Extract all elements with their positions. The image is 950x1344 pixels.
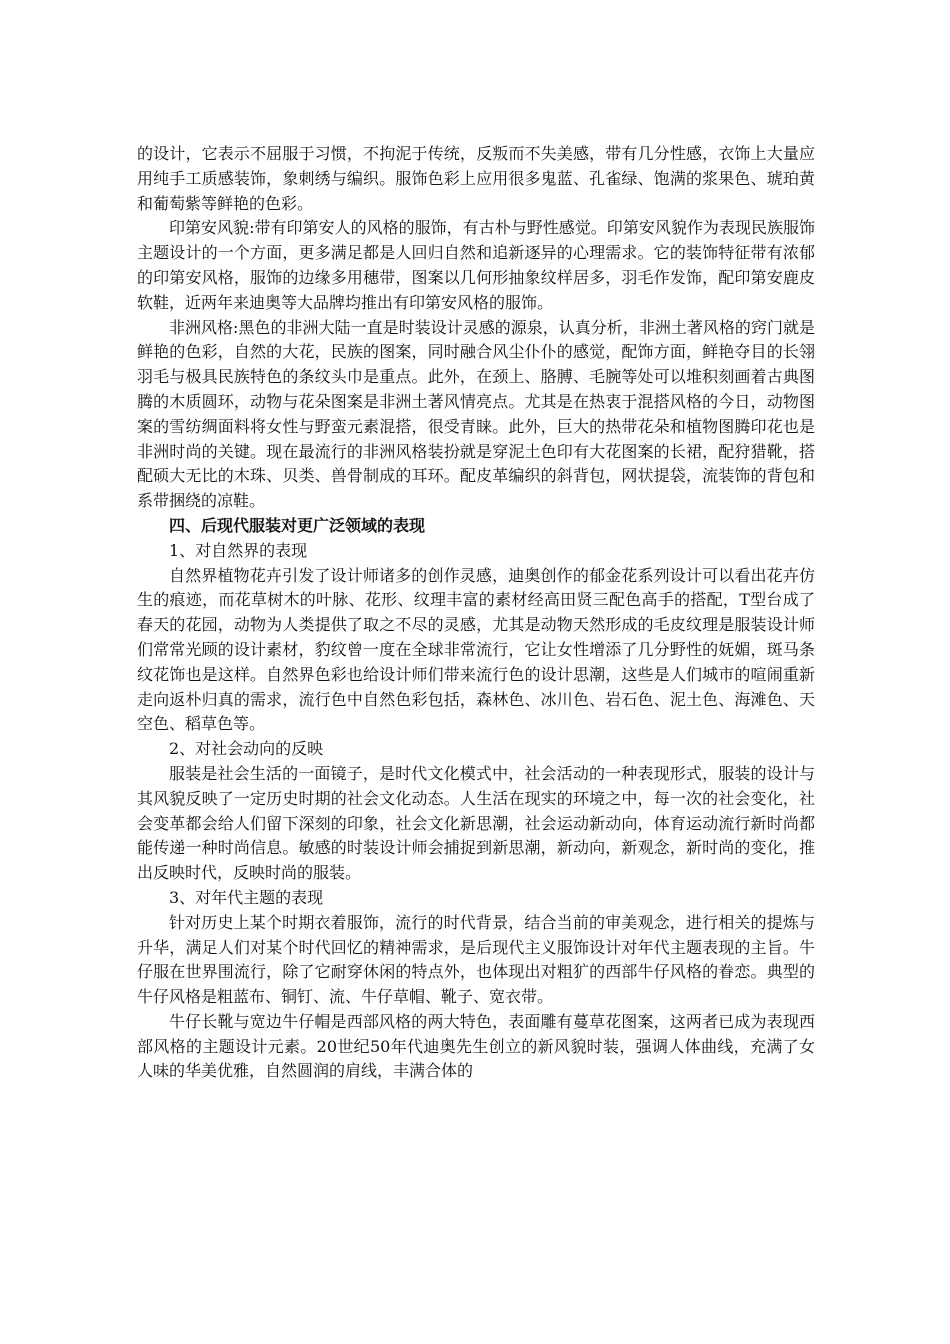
paragraph-nature: 自然界植物花卉引发了设计师诸多的创作灵感，迪奥创作的郁金花系列设计可以看出花卉仿生的痕迹，而花草树木的叶脉、花形、纹理丰富的素材经高田贤三配色高手的搭配，T型台成了春天的花园，动物为人类提供了取之不尽的灵感，尤其是动物天然形成的毛皮纹理是服装设计师们常常光顾的设计素材，豹纹曾一度在全球非常流行，它让女性增添了几分野性的妩媚，斑马条纹花饰也是这样。自然界色彩也给设计师们带来流行色的设计思潮，这些是人们城市的喧闹重新走向返朴归真的需求，流行色中自然色彩包括，森林色、冰川色、岩石色、泥土色、海滩色、天空色、稻草色等。	[137, 565, 815, 734]
subheading-era: 3、对年代主题的表现	[169, 887, 324, 907]
section-heading-4: 四、后现代服装对更广泛领域的表现	[169, 515, 426, 535]
paragraph-cowboy: 牛仔长靴与宽边牛仔帽是西部风格的两大特色，表面雕有蔓草花图案，这两者已成为表现西部风格的主题设计元素。20世纪50年代迪奥先生创立的新风貌时装，强调人体曲线，充满了女人味的华美优雅，自然圆润的肩线，丰满合体的	[137, 1011, 815, 1081]
paragraph-society: 服装是社会生活的一面镜子，是时代文化模式中，社会活动的一种表现形式，服装的设计与其风貌反映了一定历史时期的社会文化动态。人生活在现实的环境之中，每一次的社会变化，社会变革都会给人们留下深刻的印象，社会文化新思潮，社会运动新动向，体育运动流行新时尚都能传递一种时尚信息。敏感的时装设计师会捕捉到新思潮，新动向，新观念，新时尚的变化，推出反映时代，反映时尚的服装。	[137, 763, 815, 883]
paragraph-continuation: 的设计，它表示不屈服于习惯，不拘泥于传统，反叛而不失美感，带有几分性感，衣饰上大量应用纯手工质感装饰，象刺绣与编织。服饰色彩上应用很多鬼蓝、孔雀绿、饱满的浆果色、琥珀黄和葡萄紫等鲜艳的色彩。	[137, 144, 815, 213]
subheading-society: 2、对社会动向的反映	[169, 739, 324, 759]
paragraph-african-style: 非洲风格:黑色的非洲大陆一直是时装设计灵感的源泉，认真分析，非洲土著风格的窍门就是鲜艳的色彩，自然的大花，民族的图案，同时融合风尘仆仆的感觉，配饰方面，鲜艳夺目的长翎羽毛与极具民族特色的条纹头巾是重点。此外，在颈上、胳膊、毛腕等处可以堆积刻画着古典图腾的木质圆环，动物与花朵图案是非洲土著风情亮点。尤其是在热衷于混搭风格的今日，动物图案的雪纺绸面料将女性与野蛮元素混搭，很受青睐。此外，巨大的热带花朵和植物图腾印花也是非洲时尚的关键。现在最流行的非洲风格装扮就是穿泥土色印有大花图案的长裙，配狩猎靴，搭配硕大无比的木珠、贝类、兽骨制成的耳环。配皮革编织的斜背包，网状提袋，流装饰的背包和系带捆绕的凉鞋。	[137, 317, 815, 511]
paragraph-era: 针对历史上某个时期衣着服饰，流行的时代背景，结合当前的审美观念，进行相关的提炼与升华，满足人们对某个时代回忆的精神需求，是后现代主义服饰设计对年代主题表现的主旨。牛仔服在世界围流行，除了它耐穿休闲的特点外，也体现出对粗犷的西部牛仔风格的眷恋。典型的牛仔风格是粗蓝布、铜钉、流、牛仔草帽、靴子、宽衣带。	[137, 912, 815, 1007]
paragraph-indian-style: 印第安风貌:带有印第安人的风格的服饰，有古朴与野性感觉。印第安风貌作为表现民族服饰主题设计的一个方面，更多满足都是人回归自然和追新逐异的心理需求。它的装饰特征带有浓郁的印第安风格，服饰的边缘多用穗带，图案以几何形抽象纹样居多，羽毛作发饰，配印第安鹿皮软鞋，近两年来迪奥等大品牌均推出有印第安风格的服饰。	[137, 218, 815, 312]
subheading-nature: 1、对自然界的表现	[169, 540, 308, 560]
document-body	[137, 142, 815, 1084]
